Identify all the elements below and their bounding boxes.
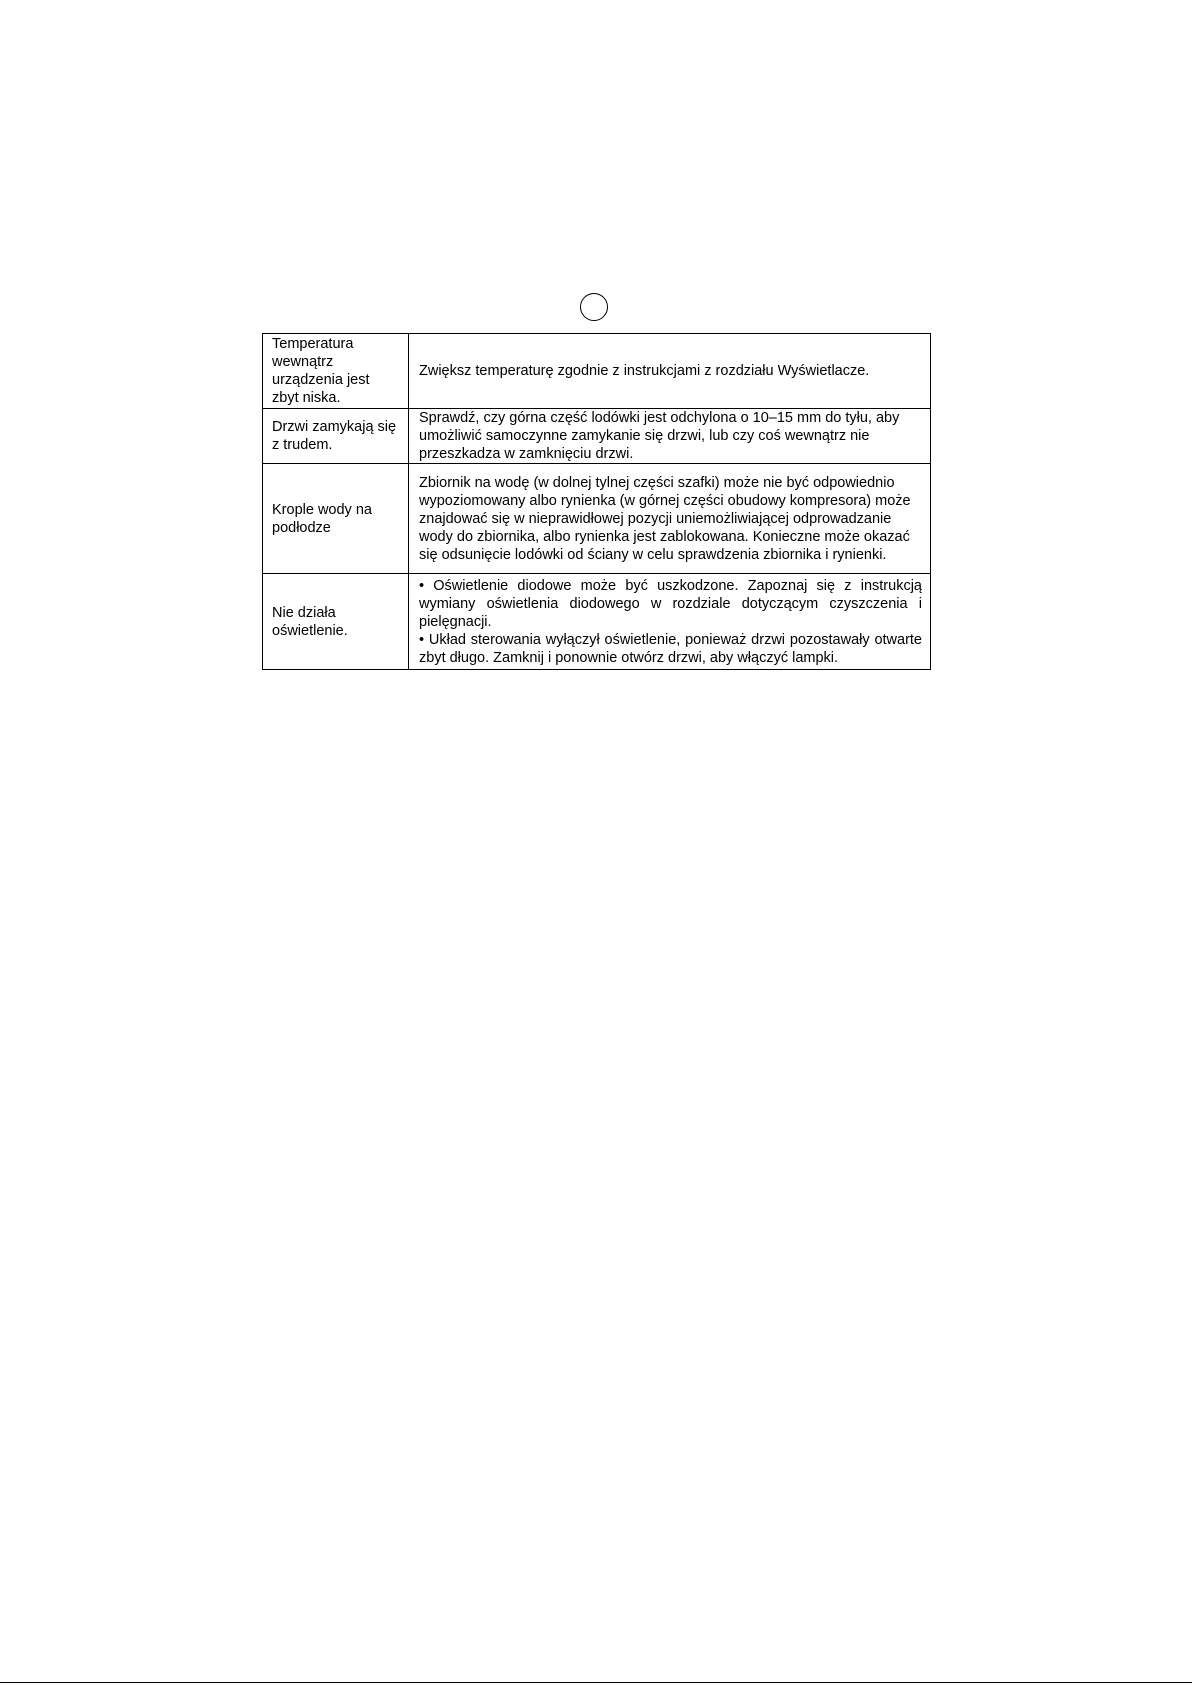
solution-bullet: • Oświetlenie diodowe może być uszkodzone. Zapoznaj się z instrukcją wymiany oświetlenia diodowego w rozdziale dotyczącym czyszczenia i pielęgnacji. [419, 577, 922, 630]
problem-cell: Nie działa oświetlenie. [263, 574, 409, 670]
problem-cell: Drzwi zamykają się z trudem. [263, 409, 409, 464]
problem-cell: Krople wody na podłodze [263, 464, 409, 574]
solution-cell: Sprawdź, czy górna część lodówki jest odchylona o 10–15 mm do tyłu, aby umożliwić samoczynne zamykanie się drzwi, lub czy coś wewnątrz nie przeszkadza w zamknięciu drzwi. [409, 409, 931, 464]
circle-marker-icon [580, 293, 608, 321]
solution-cell [409, 574, 931, 670]
table-row [263, 464, 931, 574]
solution-bullet: • Układ sterowania wyłączył oświetlenie, ponieważ drzwi pozostawały otwarte zbyt długo. Zamknij i ponownie otwórz drzwi, aby włączyć lampki. [419, 631, 922, 666]
troubleshooting-table [262, 333, 931, 670]
table-row [263, 334, 931, 409]
page-bottom-rule [0, 1682, 1192, 1683]
solution-cell: Zbiornik na wodę (w dolnej tylnej części szafki) może nie być odpowiednio wypoziomowany albo rynienka (w górnej części obudowy kompresora) może znajdować się w nieprawidłowej pozycji uniemożliwiającej odprowadzanie wody do zbiornika, albo rynienka jest zablokowana. Konieczne może okazać się odsunięcie lodówki od ściany w celu sprawdzenia zbiornika i rynienki. [409, 464, 931, 574]
table-row [263, 409, 931, 464]
problem-cell: Temperatura wewnątrz urządzenia jest zbyt niska. [263, 334, 409, 409]
table-row [263, 574, 931, 670]
solution-cell: Zwiększ temperaturę zgodnie z instrukcjami z rozdziału Wyświetlacze. [409, 334, 931, 409]
